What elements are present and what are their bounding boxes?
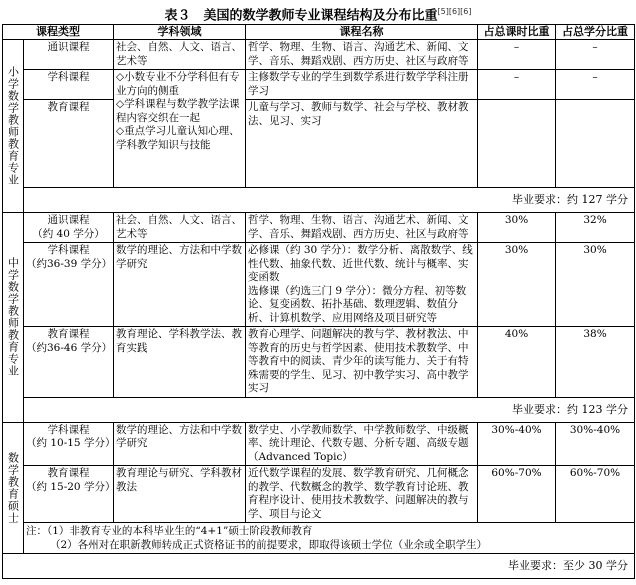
subject-field: 社会、自然、人文、语言、艺术等 [114,40,246,70]
course-names: 近代数学课程的发展、数学教育研究、几何概念的教学、代数概念的教学、数学教育讨论班、教育程序设计、使用技术教数学、问题解决的教与学、项目与论文 [246,466,478,523]
graduation-requirement: 毕业要求：约 123 学分 [24,397,635,422]
note-2: （2）各州对在职新教师转成正式资格证书的前提要求，即取得该硕士学位（业余或全职学生） [50,539,488,551]
subject-field: 数学的理论、方法和中学数学研究 [114,422,246,466]
header-subject-field: 学科领域 [114,25,246,40]
subject-field: 社会、自然、人文、语言、艺术等 [114,213,246,243]
hours-ratio: 30% [478,243,556,327]
course-type: 学科课程 （约 10-15 学分） [24,422,114,466]
course-type: 通识课程 （约 40 学分） [24,213,114,243]
hours-ratio: 30%-40% [478,422,556,466]
hours-ratio: 40% [478,327,556,398]
hours-ratio: 30% [478,213,556,243]
credits-ratio: – [556,70,635,100]
table-title-ref: [5][6][6] [437,7,472,16]
table-row [3,213,635,243]
table-row [3,40,635,70]
graduation-requirement: 毕业要求：约 127 学分 [24,188,635,213]
requirement-row [3,397,635,422]
header-course-name: 课程名称 [246,25,478,40]
header-credits-ratio: 占总学分比重 [556,25,635,40]
course-names: 哲学、物理、生物、语言、沟通艺术、新闻、文学、音乐、舞蹈戏剧、西方历史、社区与政府等 [246,213,478,243]
hours-ratio: – [478,40,556,70]
course-type: 教育课程 （约 15-20 学分） [24,466,114,523]
table-row [3,327,635,398]
credits-ratio: 60%-70% [556,466,635,523]
credits-ratio: 30%-40% [556,422,635,466]
header-hours-ratio: 占总课时比重 [478,25,556,40]
credits-ratio: 38% [556,327,635,398]
credits-ratio [556,100,635,188]
table-row [3,466,635,523]
table-title [0,0,636,24]
note-1: 注：（1）非教育专业的本科毕业生的“4+1”硕士阶段教师教育 [26,525,313,537]
hours-ratio [478,100,556,188]
table-notes [24,523,635,554]
course-names: 儿童与学习、教师与数学、社会与学校、教材教法、见习、实习 [246,100,478,188]
subject-field: 数学的理论、方法和中学数学研究 [114,243,246,327]
course-type: 学科课程 （约36-39 学分） [24,243,114,327]
credits-ratio: 30% [556,243,635,327]
course-type: 学科课程 [24,70,114,100]
section-label-primary: 小学数学教师教育专业 [3,40,24,213]
course-names: 教育心理学、问题解决的教与学、教材教法、中等教育的历史与哲学因素、使用技术教数学、中等教育中的阅读、青少年的读写能力、关于有特殊需要的学生、见习、初中教学实习、高中教学实习 [246,327,478,398]
credits-ratio: – [556,40,635,70]
hours-ratio: 60%-70% [478,466,556,523]
subject-field: 教育理论与研究、学科教材教法 [114,466,246,523]
table-row [3,100,635,188]
curriculum-table [2,24,635,579]
table-row [3,422,635,466]
course-type: 通识课程 [24,40,114,70]
course-type: 教育课程 （约36-46 学分） [24,327,114,398]
course-names: 数学史、小学教师数学、中学教师数学、中级概率、统计理论、代数专题、分析专题、高级专题（Advanced Topic） [246,422,478,466]
header-row [3,25,635,40]
header-course-type: 课程类型 [3,25,114,40]
section-label-secondary: 中学数学教师教育专业 [3,213,24,423]
course-names: 必修课（约 30 学分）：数学分析、离散数学、线性代数、抽象代数、近世代数、统计与概率、实变函数 选修课（约选三门 9 学分）：微分方程、初等数论、复变函数、拓扑基础、数理逻辑、数值分析、计算机数学、应用网络及项目研究等 [246,243,478,327]
table-title-text: 表３ 美国的数学教师专业课程结构及分布比重 [164,8,438,24]
subject-field: ◇小数专业不分学科但有专业方向的侧重 ◇学科课程与数学教学法课程内容交织在一起 ◇重点学习儿童认知心理、学科教学知识与技能 [114,70,246,188]
graduation-requirement: 毕业要求：至少 30 学分 [3,554,635,579]
course-type: 教育课程 [24,100,114,188]
requirement-row [3,554,635,579]
hours-ratio: – [478,70,556,100]
table-row [3,70,635,100]
course-names: 哲学、物理、生物、语言、沟通艺术、新闻、文学、音乐、舞蹈戏剧、西方历史、社区与政府等 [246,40,478,70]
subject-field: 教育理论、学科教学法、教育实践 [114,327,246,398]
requirement-row [3,188,635,213]
table-row [3,243,635,327]
course-names: 主修数学专业的学生到数学系进行数学学科注册学习 [246,70,478,100]
notes-row [3,523,635,554]
credits-ratio: 32% [556,213,635,243]
section-label-masters: 数学教育硕士 [3,422,24,554]
